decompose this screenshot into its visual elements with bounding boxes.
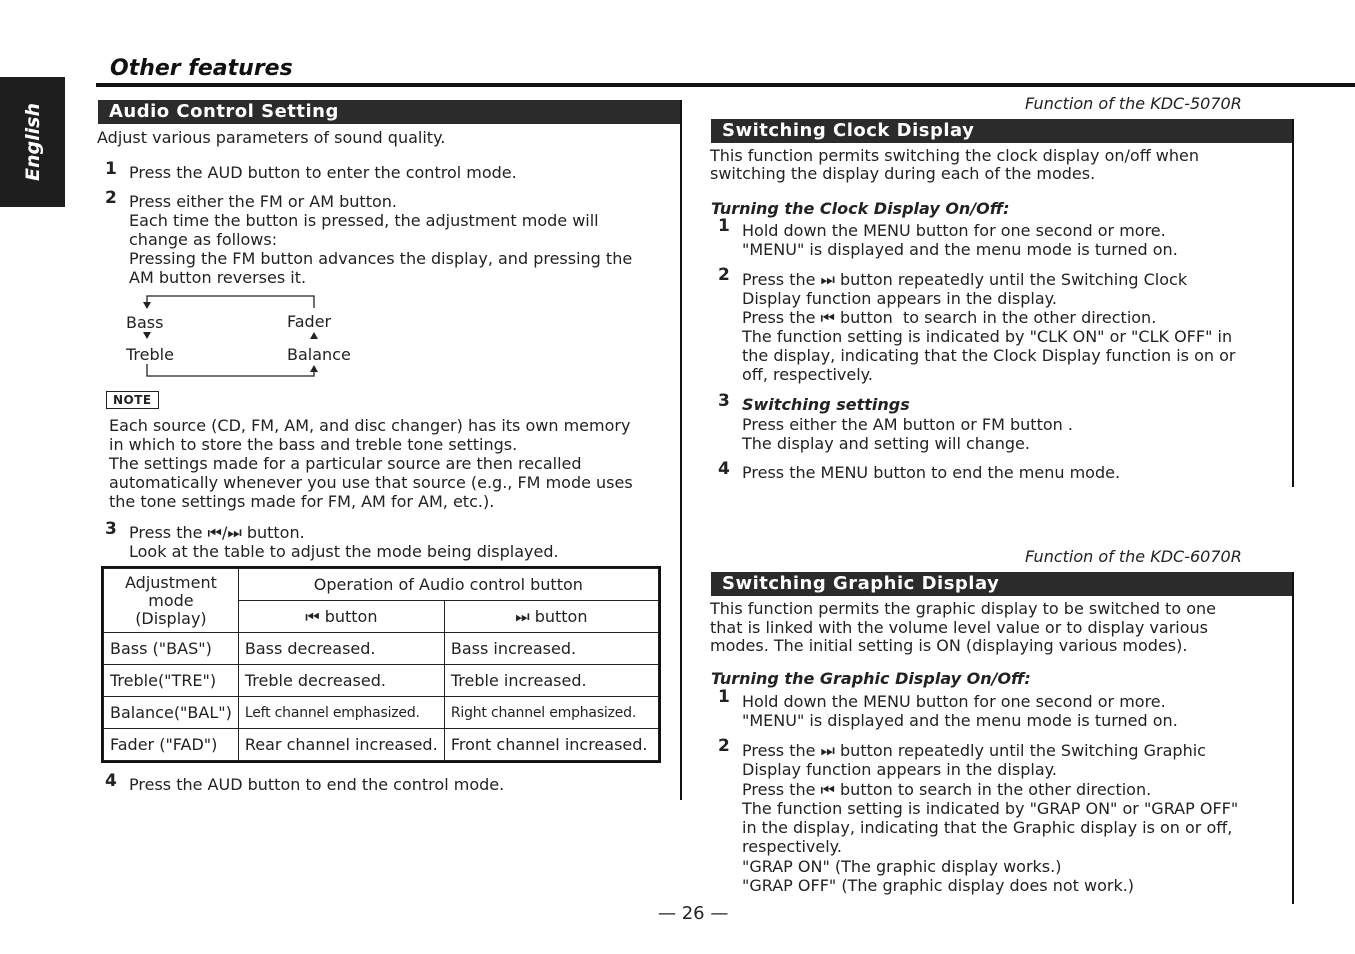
graphic-intro: This function permits the graphic display to be switched to one that is linked with the volume level value or to display various modes. The initial setting is ON (displaying various modes). [710, 599, 1216, 655]
step-text: Press the AUD button to end the control mode. [129, 775, 505, 794]
table-row [104, 697, 659, 729]
step-number: 4 [718, 459, 730, 479]
table-cell-next: Front channel increased. [444, 729, 658, 761]
step-text: Hold down the MENU button for one second or more. "MENU" is displayed and the menu mode is turned on. [742, 692, 1178, 730]
step-text: Press the ⏭ button repeatedly until the Switching Clock Display function appears in the display. Press the ⏮ button to search in the other direction. The function setting is indicated by "CLK ON" or "CLK OFF" in the display, indicating that the Clock Display function is on or off, respectively. [742, 270, 1236, 384]
table-header-next-button: ⏭ button [444, 601, 658, 633]
step-text: Press the MENU button to end the menu mode. [742, 463, 1121, 482]
graphic-subhead: Turning the Graphic Display On/Off: [711, 669, 1031, 688]
step-number: 3 [718, 391, 730, 411]
table-header-mode: Adjustment mode (Display) [104, 569, 239, 633]
table-cell-prev: Rear channel increased. [238, 729, 444, 761]
clock-subhead: Turning the Clock Display On/Off: [711, 199, 1010, 218]
page-title: Other features [110, 56, 293, 81]
page-number: — 26 — [658, 903, 729, 924]
mode-cycle-diagram [115, 292, 375, 384]
column-divider-right-bottom [1292, 572, 1294, 904]
column-divider-left [680, 100, 682, 800]
step-number: 1 [718, 216, 730, 236]
step-number: 2 [105, 188, 117, 208]
diagram-treble: Treble [126, 345, 174, 364]
table-cell-next: Bass increased. [444, 633, 658, 665]
table-header-operation: Operation of Audio control button [238, 569, 658, 601]
audio-intro: Adjust various parameters of sound quality. [97, 128, 446, 147]
step-text: Press either the FM or AM button. Each time the button is pressed, the adjustment mode will change as follows: Pressing the FM button advances the display, and pressing the AM button reverses it. [129, 192, 633, 287]
column-divider-right-top [1292, 119, 1294, 487]
audio-control-table [101, 566, 661, 763]
note-label: NOTE [106, 391, 159, 409]
step-text: Press either the AM button or FM button . The display and setting will change. [742, 415, 1073, 453]
table-row [104, 729, 659, 761]
step-text: Look at the table to adjust the mode being displayed. [129, 542, 559, 561]
table-cell-prev: Bass decreased. [238, 633, 444, 665]
step-number: 1 [718, 687, 730, 707]
step-text: Hold down the MENU button for one second or more. "MENU" is displayed and the menu mode is turned on. [742, 221, 1178, 259]
step-text: Press the ⏭ button repeatedly until the Switching Graphic Display function appears in the display. Press the ⏮ button to search in the other direction. The function setting is indicated by "GRAP ON" or "GRAP OFF" in the display, indicating that the Graphic display is on or off, respectively. "GRAP ON" (The graphic display works.) "GRAP OFF" (The graphic display does not work.) [742, 741, 1239, 896]
step-text: Press the ⏮/⏭ button. [129, 523, 305, 542]
step-number: 1 [105, 159, 117, 179]
note-text: Each source (CD, FM, AM, and disc changer) has its own memory in which to store the bass and treble tone settings. The settings made for a particular source are then recalled automatically whenever you use that source (e.g., FM mode uses the tone settings made for FM, AM for AM, etc.). [109, 416, 633, 511]
function-of-label: Function of the KDC-6070R [1025, 547, 1242, 566]
step-number: 3 [105, 519, 117, 539]
language-tab [0, 77, 65, 207]
table-cell-next: Right channel emphasized. [444, 697, 658, 729]
table-cell-mode: Fader ("FAD") [104, 729, 239, 761]
step-number: 2 [718, 736, 730, 756]
table-header-prev-button: ⏮ button [238, 601, 444, 633]
step-number: 2 [718, 265, 730, 285]
section-title-clock-display: Switching Clock Display [711, 119, 1294, 143]
language-tab-label: English [21, 103, 44, 181]
table-cell-prev: Left channel emphasized. [238, 697, 444, 729]
diagram-fader: Fader [287, 312, 332, 331]
table-row [104, 633, 659, 665]
clock-intro: This function permits switching the clock display on/off when switching the display during each of the modes. [710, 146, 1200, 183]
step-subhead: Switching settings [742, 395, 910, 414]
table-cell-mode: Treble("TRE") [104, 665, 239, 697]
table-row [104, 665, 659, 697]
diagram-bass: Bass [126, 313, 164, 332]
table-cell-mode: Bass ("BAS") [104, 633, 239, 665]
title-rule [96, 83, 1355, 87]
section-title-audio-control: Audio Control Setting [98, 100, 680, 124]
function-of-label: Function of the KDC-5070R [1025, 94, 1242, 113]
table-cell-mode: Balance("BAL") [104, 697, 239, 729]
section-title-graphic-display: Switching Graphic Display [711, 572, 1294, 596]
table-cell-prev: Treble decreased. [238, 665, 444, 697]
table-cell-next: Treble increased. [444, 665, 658, 697]
step-number: 4 [105, 771, 117, 791]
step-text: Press the AUD button to enter the control mode. [129, 163, 517, 182]
diagram-balance: Balance [287, 345, 351, 364]
